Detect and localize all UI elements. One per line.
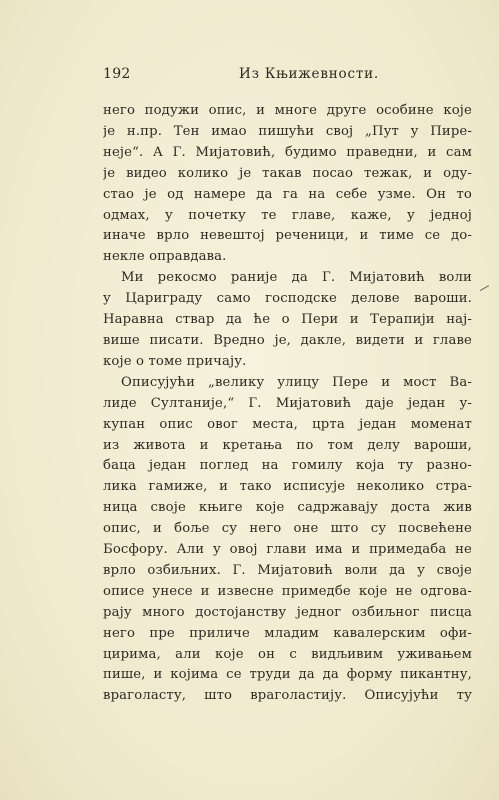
text-line: иначе врло невештој реченици, и тиме се до-: [103, 228, 472, 244]
running-head: Из Књижевности.: [239, 66, 379, 82]
text-line: баца један поглед на гомилу која ту разно-: [103, 458, 472, 474]
text-line: некле оправдава.: [103, 249, 227, 265]
text-line: него подужи опис, и многе друге особине које: [103, 103, 472, 118]
text-line: враголасту, што враголастију. Описујући ту: [103, 688, 472, 704]
text-line: је видео колико је такав посао тежак, и оду-: [103, 165, 472, 181]
text-line: опис, и боље су него оне што су посвећене: [103, 521, 472, 537]
text-line: стао је од намере да га на себе узме. Он то: [103, 186, 472, 202]
text-line: у Цариграду само господске делове вароши.: [103, 291, 472, 307]
text-line: лика гамиже, и тако исписује неколико стра-: [103, 479, 472, 495]
text-line: Наравна ствар да ће о Пери и Терапији нај-: [103, 312, 472, 328]
text-line: пише, и којима се труди да да форму пикантну,: [103, 667, 472, 683]
text-line: Босфору. Али у овој глави има и примедаба не: [103, 542, 472, 558]
page-number: 192: [103, 66, 131, 82]
text-line: је н.пр. Тен имао пишући свој „Пут у Пире-: [103, 123, 472, 139]
text-line: неје“. А Г. Мијатовић, будимо праведни, и сам: [103, 144, 472, 160]
text-line: него пре приличе младим кавалерским офи-: [103, 625, 472, 641]
text-line: лиде Султаније,“ Г. Мијатовић даје један у-: [103, 395, 472, 411]
text-line: које о томе причају.: [103, 353, 247, 369]
page-header: [103, 66, 379, 82]
text-line: одмах, у почетку те главе, каже, у једној: [103, 207, 472, 223]
text-line: рају много достојанству једног озбиљног писца: [103, 604, 472, 620]
margin-mark: [477, 280, 489, 291]
text-line: Ми рекосмо раније да Г. Мијатовић воли: [121, 270, 472, 286]
text-line: ница своје књиге које садржавају доста жив: [103, 500, 472, 516]
text-line: Описујући „велику улицу Пере и мост Ва-: [121, 374, 472, 390]
text-line: купан опис овог места, црта један моменат: [103, 416, 472, 432]
text-line: цирима, али које он с видљивим уживањем: [103, 646, 472, 662]
body-text: [103, 101, 472, 707]
text-line: из живота и кретања по том делу вароши,: [103, 437, 472, 453]
text-line: више писати. Вредно је, дакле, видети и главе: [103, 332, 472, 348]
text-line: описе унесе и извесне примедбе које не одгова-: [103, 583, 472, 599]
text-line: врло озбиљних. Г. Мијатовић воли да у своје: [103, 562, 472, 578]
